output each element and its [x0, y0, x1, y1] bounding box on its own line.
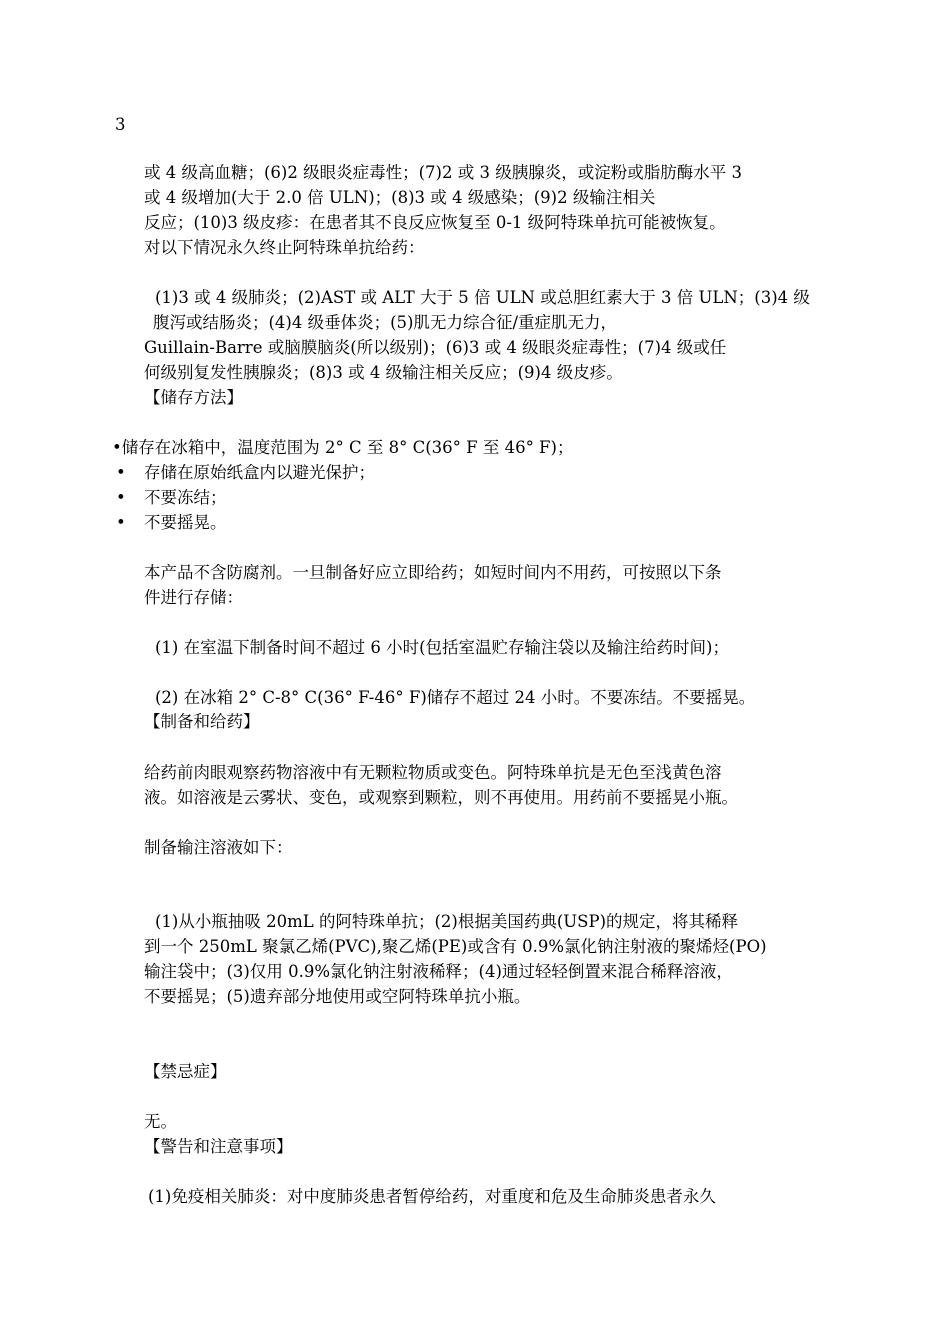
storage-condition-2: (2) 在冰箱 2° C-8° C(36° F-46° F)储存不超过 24 小时。不要冻结。不要摇晃。 — [155, 688, 756, 707]
bullet-dot-icon: • — [116, 488, 126, 507]
section-heading-preparation: 【制备和给药】 — [144, 712, 260, 731]
body-line: 无。 — [144, 1112, 177, 1131]
body-line: 液。如溶液是云雾状、变色，或观察到颗粒，则不再使用。用药前不要摇晃小瓶。 — [144, 788, 738, 807]
body-line: 对以下情况永久终止阿特珠单抗给药： — [144, 238, 425, 257]
body-line: 不要摇晃；(5)遗弃部分地使用或空阿特珠单抗小瓶。 — [144, 987, 531, 1006]
bullet-dot-icon: • — [116, 513, 126, 532]
body-line: 给药前肉眼观察药物溶液中有无颗粒物质或变色。阿特珠单抗是无色至浅黄色溶 — [144, 763, 722, 782]
body-line: 制备输注溶液如下： — [144, 838, 293, 857]
bullet-text: 存储在原始纸盒内以避光保护； — [144, 463, 375, 482]
body-line: 反应；(10)3 级皮疹：在患者其不良反应恢复至 0-1 级阿特珠单抗可能被恢复。 — [144, 213, 726, 232]
bullet-text: 不要摇晃。 — [144, 513, 227, 532]
body-line: Guillain-Barre 或脑膜脑炎(所以级别)；(6)3 或 4 级眼炎症毒性；(7)4 级或任 — [144, 338, 727, 357]
bullet-dot-icon: • — [112, 438, 122, 457]
body-line: 到一个 250mL 聚氯乙烯(PVC),聚乙烯(PE)或含有 0.9%氯化钠注射液的聚烯烃(PO) — [144, 937, 767, 956]
body-line: (1)3 或 4 级肺炎；(2)AST 或 ALT 大于 5 倍 ULN 或总胆红素大于 3 倍 ULN；(3)4 级 — [155, 288, 810, 307]
body-line: 何级别复发性胰腺炎；(8)3 或 4 级输注相关反应；(9)4 级皮疹。 — [144, 363, 623, 382]
body-line: 输注袋中；(3)仅用 0.9%氯化钠注射液稀释；(4)通过轻轻倒置来混合稀释溶液， — [144, 962, 733, 981]
page-number: 3 — [115, 115, 126, 134]
body-line: 或 4 级高血糖；(6)2 级眼炎症毒性；(7)2 或 3 级胰腺炎，或淀粉或脂肪酶水平 3 — [144, 163, 742, 182]
body-line: (1)从小瓶抽吸 20mL 的阿特珠单抗；(2)根据美国药典(USP)的规定，将其稀释 — [155, 912, 739, 931]
bullet-dot-icon: • — [116, 463, 126, 482]
section-heading-warnings: 【警告和注意事项】 — [144, 1137, 293, 1156]
body-line: 腹泻或结肠炎；(4)4 级垂体炎；(5)肌无力综合征/重症肌无力， — [153, 313, 618, 332]
body-line: 件进行存储： — [144, 588, 243, 607]
body-line: 或 4 级增加(大于 2.0 倍 ULN)；(8)3 或 4 级感染；(9)2 级输注相关 — [144, 188, 656, 207]
storage-condition-1: (1) 在室温下制备时间不超过 6 小时(包括室温贮存输注袋以及输注给药时间)； — [155, 638, 729, 657]
bullet-text: 不要冻结； — [144, 488, 227, 507]
storage-bullet-item — [112, 436, 573, 460]
section-heading-contraindications: 【禁忌症】 — [144, 1062, 227, 1081]
body-line: (1)免疫相关肺炎：对中度肺炎患者暂停给药，对重度和危及生命肺炎患者永久 — [148, 1187, 716, 1206]
body-line: 本产品不含防腐剂。一旦制备好应立即给药；如短时间内不用药，可按照以下条 — [144, 563, 722, 582]
bullet-text: 储存在冰箱中，温度范围为 2° C 至 8° C(36° F 至 46° F)； — [121, 438, 574, 457]
section-heading-storage: 【储存方法】 — [144, 388, 243, 407]
